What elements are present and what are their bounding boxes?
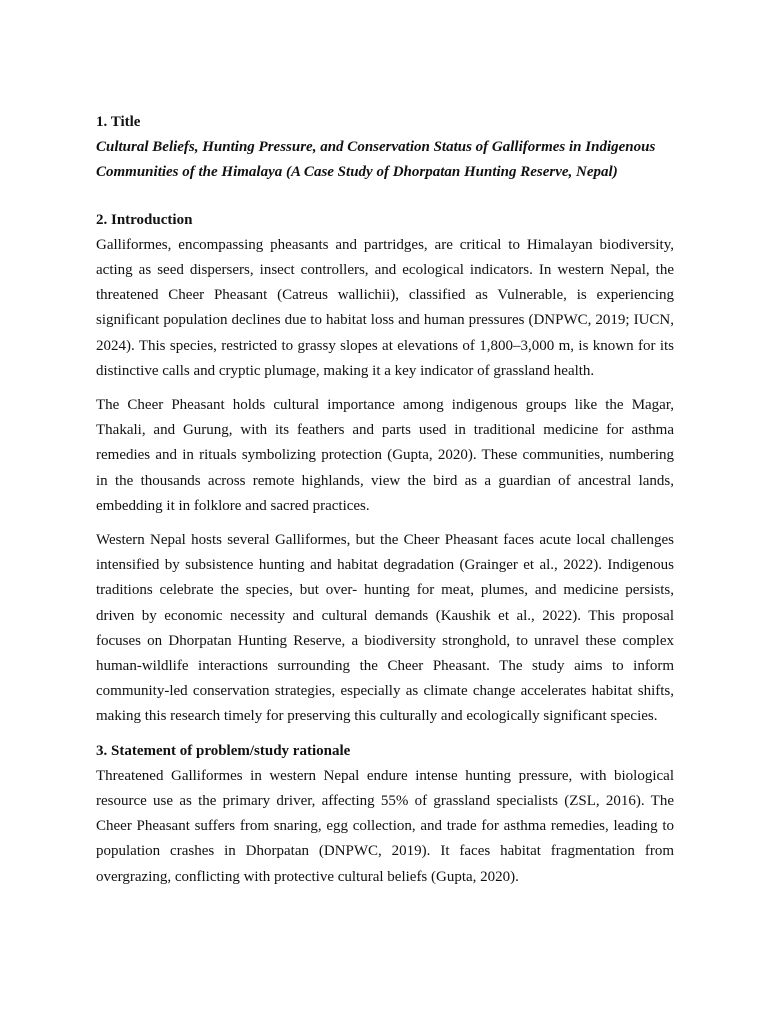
document-page <box>96 110 674 890</box>
section-2-heading: 2. Introduction <box>96 211 193 228</box>
problem-paragraph-1: Threatened Galliformes in western Nepal endure intense hunting pressure, with biological resource use as the primary driver, affecting 55% of grassland specialists (ZSL, 2016). The Cheer Pheasant suffers from snaring, egg collection, and trade for asthma remedies, leading to population crashes in Dhorpatan (DNPWC, 2019). It faces habitat fragmentation from overgrazing, conflicting with protective cultural beliefs (Gupta, 2020). <box>96 767 674 885</box>
section-3-heading: 3. Statement of problem/study rationale <box>96 742 351 759</box>
intro-paragraph-1: Galliformes, encompassing pheasants and partridges, are critical to Himalayan biodiversity, acting as seed dispersers, insect controllers, and ecological indicators. In western Nepal, the threatened Cheer Pheasant (Catreus wallichii), classified as Vulnerable, is experiencing significant population declines due to habitat loss and human pressures (DNPWC, 2019; IUCN, 2024). This species, restricted to grassy slopes at elevations of 1,800–3,000 m, is known for its distinctive calls and cryptic plumage, making it a key indicator of grassland health. <box>96 236 674 379</box>
proposal-title: Cultural Beliefs, Hunting Pressure, and Conservation Status of Galliformes in Indigenous Communities of the Himalaya (A Case Study of Dhorpatan Hunting Reserve, Nepal) <box>96 139 656 181</box>
section-1-heading: 1. Title <box>96 114 141 130</box>
intro-paragraph-3: Western Nepal hosts several Galliformes, but the Cheer Pheasant faces acute local challenges intensified by subsistence hunting and habitat degradation (Grainger et al., 2022). Indigenous traditions celebrate the species, but over- hunting for meat, plumes, and medicine persists, driven by economic necessity and cultural demands (Kaushik et al., 2022). This proposal focuses on Dhorpatan Hunting Reserve, a biodiversity stronghold, to unravel these complex human-wildlife interactions surrounding the Cheer Pheasant. The study aims to inform community-led conservation strategies, especially as climate change accelerates habitat shifts, making this research timely for preserving this culturally and ecologically significant species. <box>96 532 674 725</box>
intro-paragraph-2: The Cheer Pheasant holds cultural importance among indigenous groups like the Magar, Thakali, and Gurung, with its feathers and parts used in traditional medicine for asthma remedies and in rituals symbolizing protection (Gupta, 2020). These communities, numbering in the thousands across remote highlands, view the bird as a guardian of ancestral lands, embedding it in folklore and sacred practices. <box>96 397 674 514</box>
